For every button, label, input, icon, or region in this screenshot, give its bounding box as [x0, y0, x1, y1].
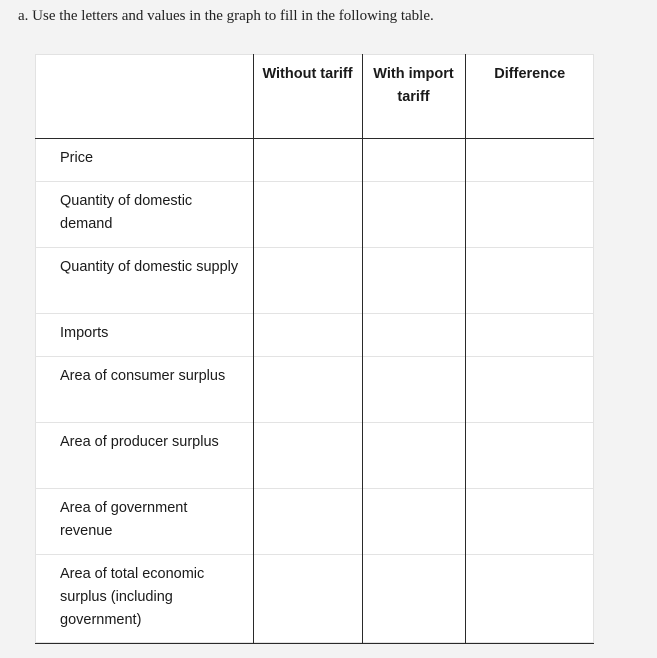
cell-difference[interactable] [465, 313, 594, 356]
cell-difference[interactable] [465, 138, 594, 181]
header-with-import-tariff: With import tariff [362, 54, 465, 138]
cell-without-tariff[interactable] [253, 488, 362, 554]
cell-with-tariff[interactable] [362, 138, 465, 181]
table-row [35, 313, 594, 356]
cell-difference[interactable] [465, 356, 594, 422]
row-label-domestic-demand: Quantity of domestic demand [35, 181, 253, 247]
cell-without-tariff[interactable] [253, 138, 362, 181]
cell-difference[interactable] [465, 422, 594, 488]
cell-without-tariff[interactable] [253, 356, 362, 422]
cell-without-tariff[interactable] [253, 247, 362, 313]
cell-with-tariff[interactable] [362, 356, 465, 422]
cell-with-tariff[interactable] [362, 247, 465, 313]
cell-with-tariff[interactable] [362, 488, 465, 554]
cell-difference[interactable] [465, 488, 594, 554]
cell-difference[interactable] [465, 247, 594, 313]
cell-without-tariff[interactable] [253, 313, 362, 356]
cell-without-tariff[interactable] [253, 422, 362, 488]
row-label-producer-surplus: Area of producer surplus [35, 422, 253, 488]
table-row [35, 356, 594, 422]
cell-difference[interactable] [465, 554, 594, 643]
row-label-government-revenue: Area of government revenue [35, 488, 253, 554]
row-label-total-economic-surplus: Area of total economic surplus (including government) [35, 554, 253, 643]
table-row [35, 138, 594, 181]
cell-without-tariff[interactable] [253, 554, 362, 643]
cell-with-tariff[interactable] [362, 554, 465, 643]
cell-without-tariff[interactable] [253, 181, 362, 247]
cell-with-tariff[interactable] [362, 181, 465, 247]
table-row [35, 488, 594, 554]
tariff-table [35, 54, 594, 644]
row-label-domestic-supply: Quantity of domestic supply [35, 247, 253, 313]
cell-difference[interactable] [465, 181, 594, 247]
cell-with-tariff[interactable] [362, 313, 465, 356]
header-without-tariff: Without tariff [253, 54, 362, 138]
cell-with-tariff[interactable] [362, 422, 465, 488]
table-row [35, 247, 594, 313]
header-row [35, 54, 594, 138]
instruction-text: a. Use the letters and values in the graph to fill in the following table. [18, 8, 434, 24]
tariff-table-container [35, 54, 594, 643]
row-label-consumer-surplus: Area of consumer surplus [35, 356, 253, 422]
row-label-imports: Imports [35, 313, 253, 356]
header-corner [35, 54, 253, 138]
table-row [35, 422, 594, 488]
table-row [35, 181, 594, 247]
row-label-price: Price [60, 149, 94, 166]
header-difference: Difference [465, 54, 594, 138]
table-row [35, 554, 594, 643]
